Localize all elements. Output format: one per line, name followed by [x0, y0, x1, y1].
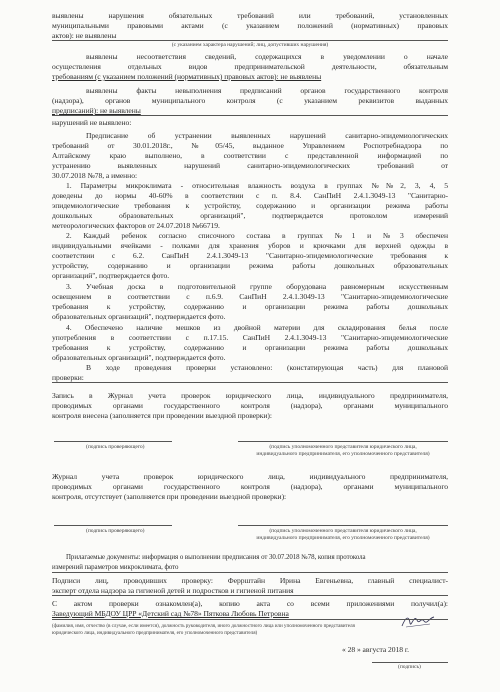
violations-line-3: актов): не выявлены [52, 31, 117, 40]
signature-line-final [372, 662, 448, 663]
violations-line-2: муниципальными правовыми актами (с указанием положений (нормативных) правовых [52, 21, 448, 30]
signature-line-inspector [54, 441, 172, 442]
item-2-line-1: 2. Каждый ребенок согласно списочного состава в группах №1 и №3 обеспечен [66, 231, 448, 240]
inspectors-signatures-line-1: Подписи лиц, проводивших проверку: Феррштайн Ирина Евгеньевна, главный специалист- [52, 576, 448, 585]
body-line-3: Алтайскому краю выполнено, в соответствии с представленной информацией по [52, 151, 448, 160]
rule [52, 382, 448, 383]
item-3-line-3: требования к устройству, содержанию и организации режима работы дошкольных [52, 302, 448, 311]
rule [52, 115, 448, 116]
caption-inspector-signature: (подпись проверяющего) [86, 444, 145, 450]
handwritten-signature [400, 612, 436, 630]
item-2-line-2: индивидуальными ячейками - полками для хранения уборов и крючками для верхней одежды в [52, 241, 448, 250]
acquainted-line: С актом проверки ознакомлен(а), копию акта со всеми приложениями получил(а): [52, 599, 448, 608]
caption-inspector-signature-2: (подпись проверяющего) [86, 528, 145, 534]
body-line-4: устранению выявленных нарушений санитарно-эпидемиологических требований от [52, 161, 448, 170]
violations-line-1: выявлены нарушения обязательных требований или требований, установленных [52, 11, 448, 20]
head-signature-line: Заведующий МБДОУ ЦРР «Детский сад №78» Пяткова Любовь Петровна [52, 609, 289, 618]
signing-date: « 28 » августа 2018 г. [342, 645, 409, 654]
journal-absent-line-2: проводимых органами государственного контроля (надзора), органами муниципального [52, 482, 448, 491]
item-3-line-4: образовательных организаций", подтверждается фото. [52, 312, 226, 321]
item-2-line-5: организаций", подтверждается фото. [52, 271, 170, 280]
journal-entry-line-2: проводимых органами государственного контроля (надзора), органами муниципального [52, 401, 448, 410]
journal-entry-line-1: Запись в Журнал учета проверок юридического лица, индивидуального предпринимателя, [52, 391, 448, 400]
caption-representative-signature-2: индивидуального предпринимателя, его уполномоченного представителя) [256, 451, 430, 457]
item-3-line-1: 3. Учебная доска в подготовительной группе оборудована равномерным искусственным [66, 282, 448, 291]
caption-representative-signature-2b: индивидуального предпринимателя, его уполномоченного представителя) [256, 535, 430, 541]
item-4-line-3: требования к устройству, содержанию и организации режима работы дошкольных [52, 343, 448, 352]
signature-line-inspector-2 [54, 525, 172, 526]
item-1-line-2: доведены до нормы 40-60% в соответствии с п. 8.4. СанПиН 2.4.1.3049-13 "Санитарно- [52, 191, 448, 200]
rule [52, 572, 448, 573]
prescriptions-line-2: (надзора), органов муниципального контроля (с указанием реквизитов выданных [52, 96, 448, 105]
item-3-line-2: освещением в соответствии с п.6.9. СанПиН 2.4.1.3049-13 "Санитарно-эпидемиологические [52, 292, 448, 301]
body-line-2: требований от 30.01.2018г., №05/45, выданное Управлением Роспотребнадзора по [52, 141, 448, 150]
item-1-line-3: эпидемиологические требования к устройству, содержанию и организации режима работы [52, 201, 448, 210]
rule [52, 595, 448, 596]
item-1-line-5: метеорологических факторов от 24.07.2018 №66719. [52, 221, 220, 230]
journal-entry-line-3: контроля внесена (заполняется при проведении выездной проверки): [52, 411, 272, 420]
signature-line-representative [238, 441, 448, 442]
inspection-found-line-1: В ходе проведения проверки установлено: (констатирующая часть) для плановой [86, 363, 448, 372]
inspectors-signatures-line-2: эксперт отдела надзора за гигиеной детей и подростков и гигиеной питания [52, 586, 294, 595]
item-4-line-4: образовательных организаций", подтверждается фото. [52, 353, 226, 362]
signature-line-representative-2 [238, 525, 448, 526]
item-4-line-2: употребления в соответствии с п.17.15. СанПиН 2.4.1.3049-13 "Санитарно-эпидемиологические [52, 333, 448, 342]
caption-representative-signature-1: (подпись уполномоченного представителя юридического лица, [269, 444, 417, 450]
caption-signature: (подпись) [398, 664, 421, 670]
violations-caption: (с указанием характера нарушений; лиц, допустивших нарушения) [171, 42, 329, 48]
item-1-line-4: дошкольных образовательных организаций", подтверждается протоколом измерений [52, 211, 448, 220]
item-2-line-3: соответствии с 6.2. СанПиН 2.4.1.3049-13 "Санитарно-эпидемиологические требования к [52, 251, 448, 260]
body-line-5: 30.07.2018 №78, а именно: [52, 171, 137, 180]
prescriptions-line-3: предписаний): не выявлены [52, 106, 141, 115]
caption-representative-2: юридического лица, индивидуального предпринимателя, его уполномоченного представителя) [52, 630, 258, 636]
rule [52, 40, 448, 41]
rule [52, 619, 448, 620]
no-violations-line: нарушений не выявлено: [52, 118, 132, 127]
caption-representative-1: (фамилия, имя, отчество (в случае, если имеется), должность руководителя, иного должностного лица или уполномоченного представителя [52, 623, 355, 629]
item-4-line-1: 4. Обеспечено наличие мешков из двойной материи для складирования белья после [66, 323, 448, 332]
journal-absent-line-3: контроля, отсутствует (заполняется при проведении выездной проверки): [52, 492, 287, 501]
mismatch-line-1: выявлены несоответствия сведений, содержащихся в уведомлении о начале [86, 52, 448, 61]
item-1-line-1: 1. Параметры микроклимата - относительная влажность воздуха в группах №№2, 3, 4, 5 [66, 181, 448, 190]
body-line-1: Предписание об устранении выявленных нарушений санитарно-эпидемиологических [86, 131, 448, 140]
mismatch-line-3: требованиям (с указанием положений (нормативных) правовых актов): не выявлены [52, 72, 322, 81]
mismatch-line-2: осуществления отдельных видов предпринимательской деятельности, обязательным [52, 62, 448, 71]
attached-docs-line-2: измерений параметров микроклимата, фото [52, 564, 179, 571]
item-2-line-4: устройству, содержанию и организации режима работы дошкольных образовательных [52, 261, 448, 270]
caption-representative-signature-2a: (подпись уполномоченного представителя юридического лица, [269, 528, 417, 534]
prescriptions-line-1: выявлены факты невыполнения предписаний органов государственного контроля [86, 86, 448, 95]
inspection-found-line-2: проверки: [52, 373, 84, 382]
journal-absent-line-1: Журнал учета проверок юридического лица, индивидуального предпринимателя, [52, 472, 448, 481]
attached-docs-line-1: Прилагаемые документы: информация о выполнении предписания от 30.07.2018 №78, копия протокола [66, 554, 366, 561]
